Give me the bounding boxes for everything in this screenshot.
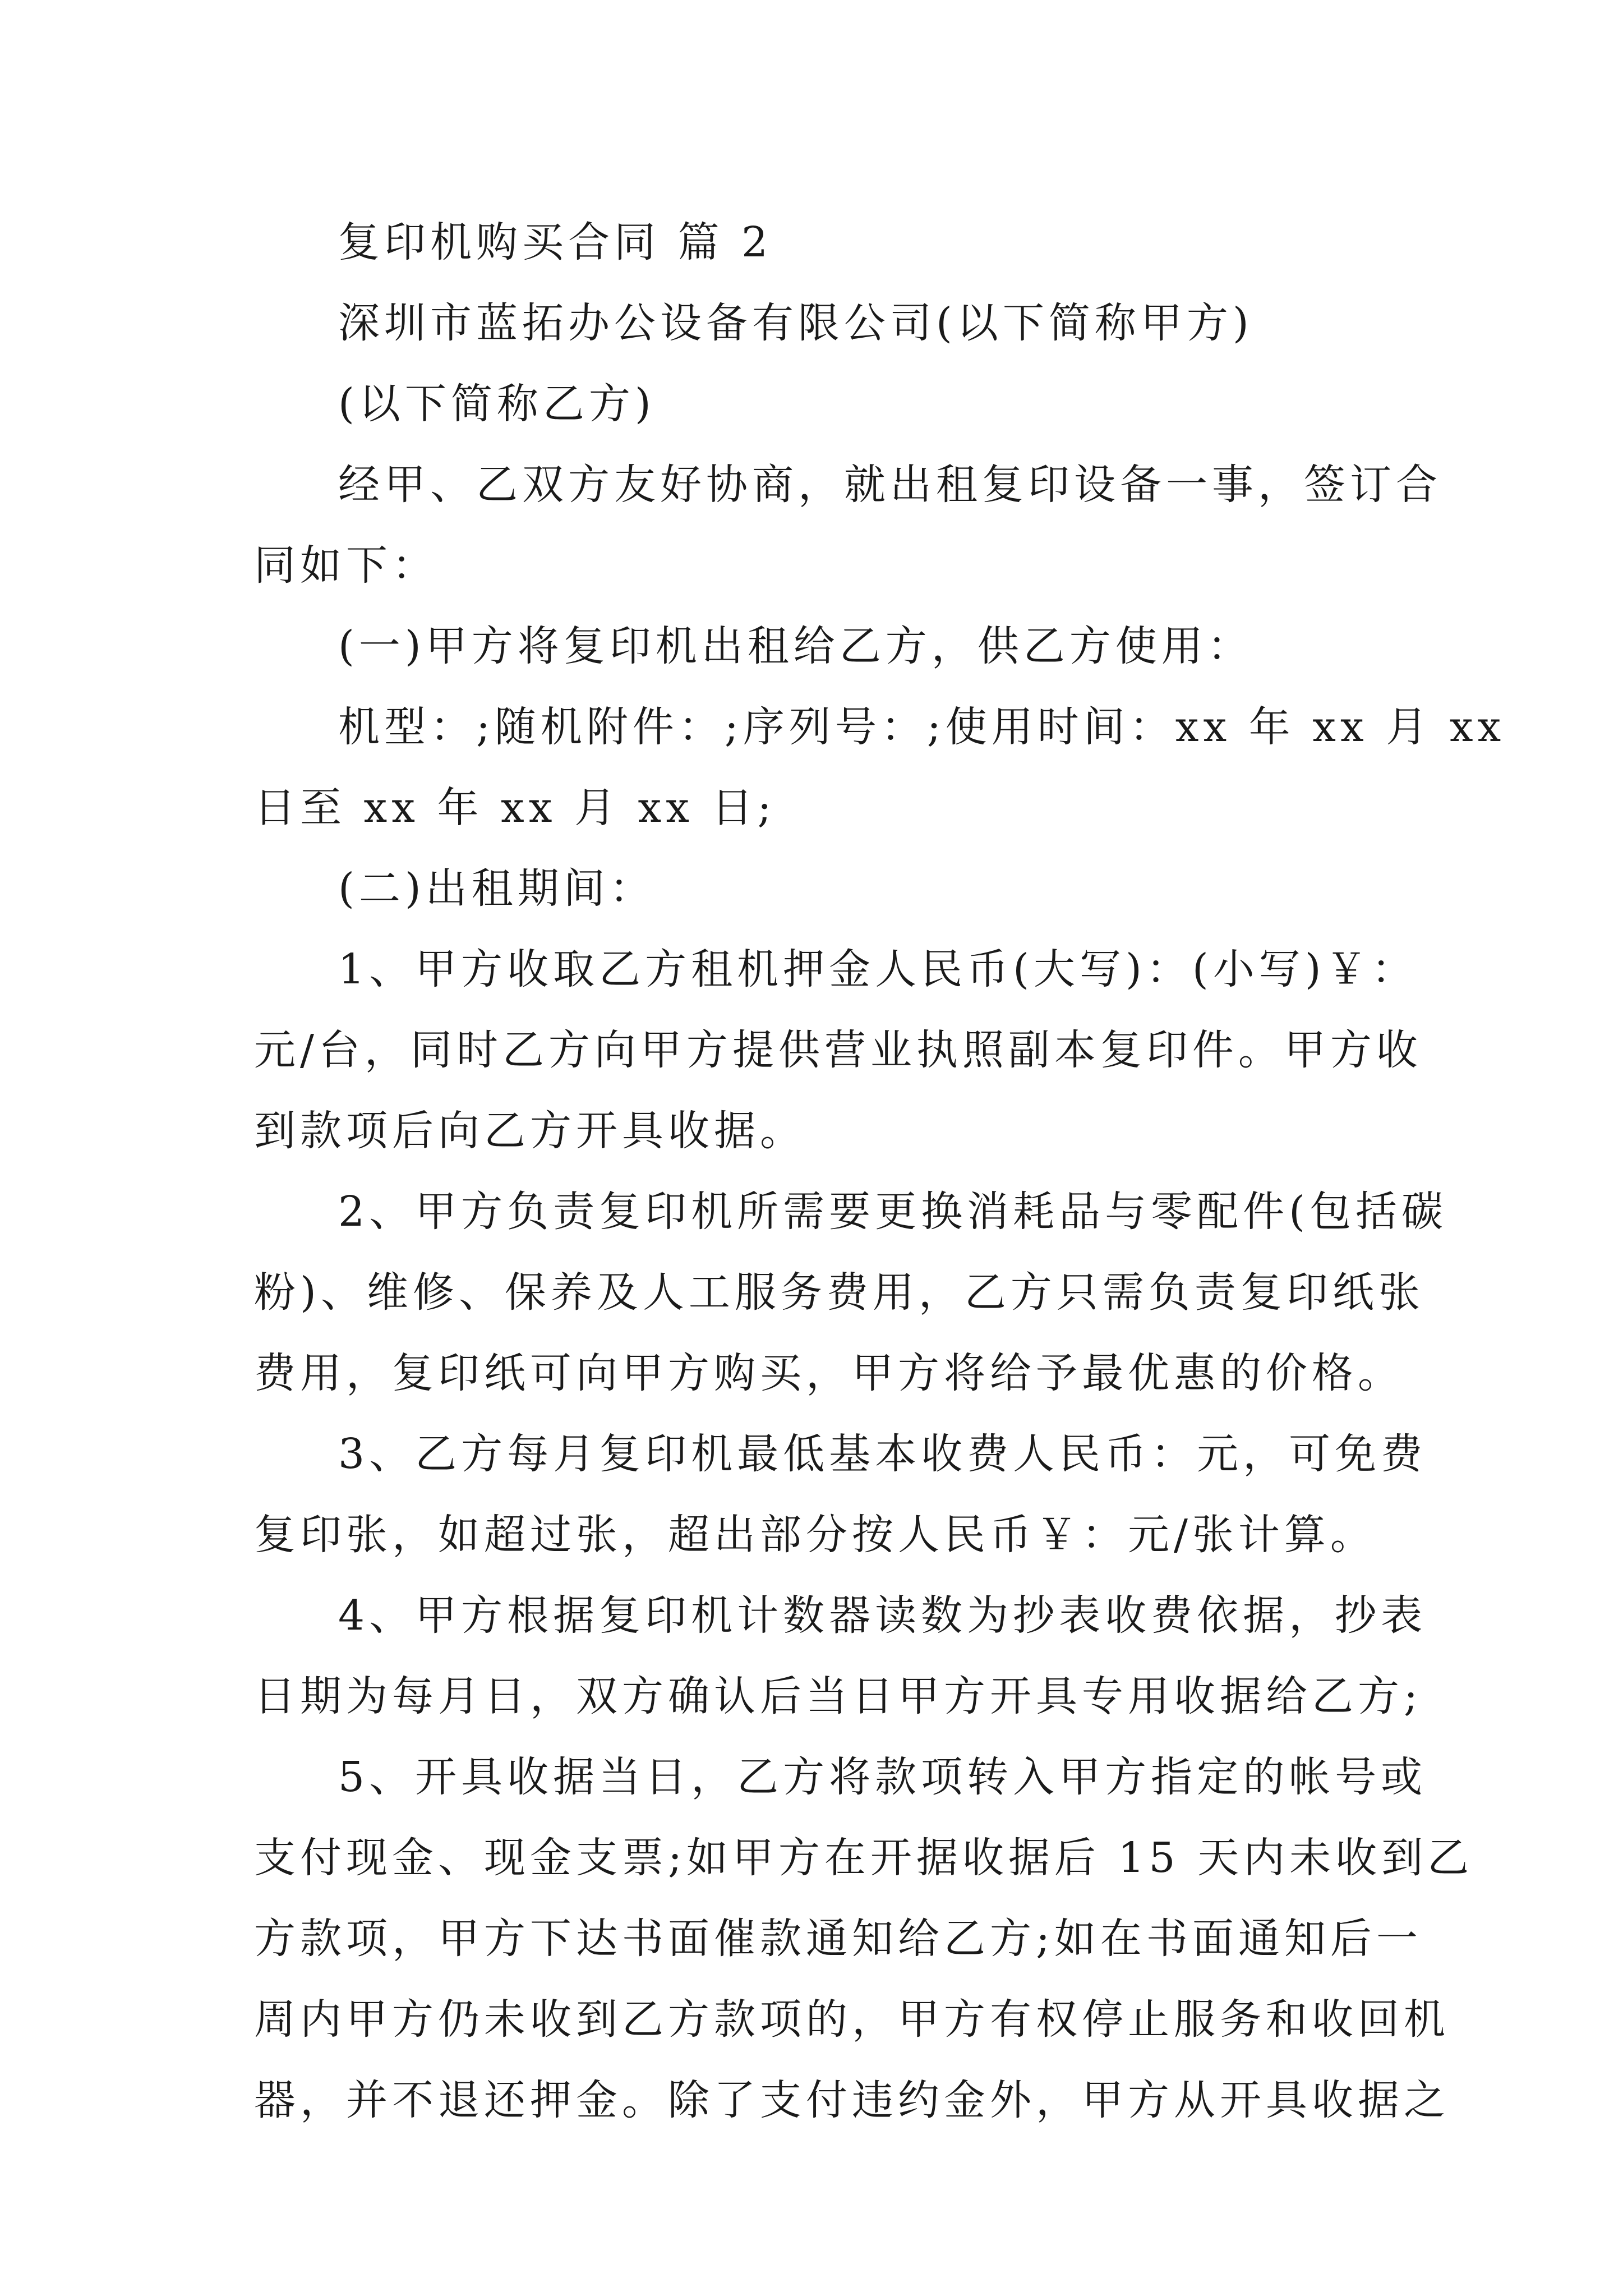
paragraph-line: 方款项，甲方下达书面催款通知给乙方;如在书面通知后一 — [254, 1915, 1422, 1963]
paragraph-line: 2、甲方负责复印机所需要更换消耗品与零配件(包括碳 — [338, 1188, 1447, 1236]
paragraph-line: 粉)、维修、保养及人工服务费用，乙方只需负责复印纸张 — [254, 1268, 1424, 1317]
paragraph-line: 周内甲方仍未收到乙方款项的，甲方有权停止服务和收回机 — [254, 1995, 1450, 2044]
paragraph-line: 日至 xx 年 xx 月 xx 日; — [254, 784, 776, 832]
party-a-line: 深圳市蓝拓办公设备有限公司(以下简称甲方) — [338, 299, 1253, 347]
document-title: 复印机购买合同 篇 2 — [338, 218, 773, 266]
paragraph-line: 1、甲方收取乙方租机押金人民币(大写)：(小写)￥： — [338, 945, 1418, 993]
section-heading: (二)出租期间： — [338, 864, 656, 913]
section-heading: (一)甲方将复印机出租给乙方，供乙方使用： — [338, 622, 1253, 670]
paragraph-line: 到款项后向乙方开具收据。 — [254, 1107, 806, 1155]
paragraph-line: 日期为每月日，双方确认后当日甲方开具专用收据给乙方; — [254, 1672, 1422, 1720]
party-b-line: (以下简称乙方) — [338, 380, 656, 428]
paragraph-line: 器，并不退还押金。除了支付违约金外，甲方从开具收据之 — [254, 2076, 1450, 2124]
paragraph-line: 经甲、乙双方友好协商，就出租复印设备一事，签订合 — [338, 461, 1442, 509]
paragraph-line: 5、开具收据当日，乙方将款项转入甲方指定的帐号或 — [338, 1753, 1427, 1801]
paragraph-line: 支付现金、现金支票;如甲方在开据收据后 15 天内未收到乙 — [254, 1834, 1474, 1882]
document-page — [254, 202, 1506, 2141]
paragraph-line: 3、乙方每月复印机最低基本收费人民币：元，可免费 — [338, 1430, 1427, 1478]
paragraph-line: 元/台，同时乙方向甲方提供营业执照副本复印件。甲方收 — [254, 1026, 1422, 1074]
paragraph-line: 复印张，如超过张，超出部分按人民币￥：元/张计算。 — [254, 1511, 1376, 1559]
paragraph-line: 同如下： — [254, 541, 438, 590]
paragraph-line: 机型：;随机附件：;序列号：;使用时间：xx 年 xx 月 xx — [338, 703, 1506, 751]
paragraph-line: 费用，复印纸可向甲方购买，甲方将给予最优惠的价格。 — [254, 1349, 1404, 1397]
paragraph-line: 4、甲方根据复印机计数器读数为抄表收费依据，抄表 — [338, 1591, 1427, 1640]
